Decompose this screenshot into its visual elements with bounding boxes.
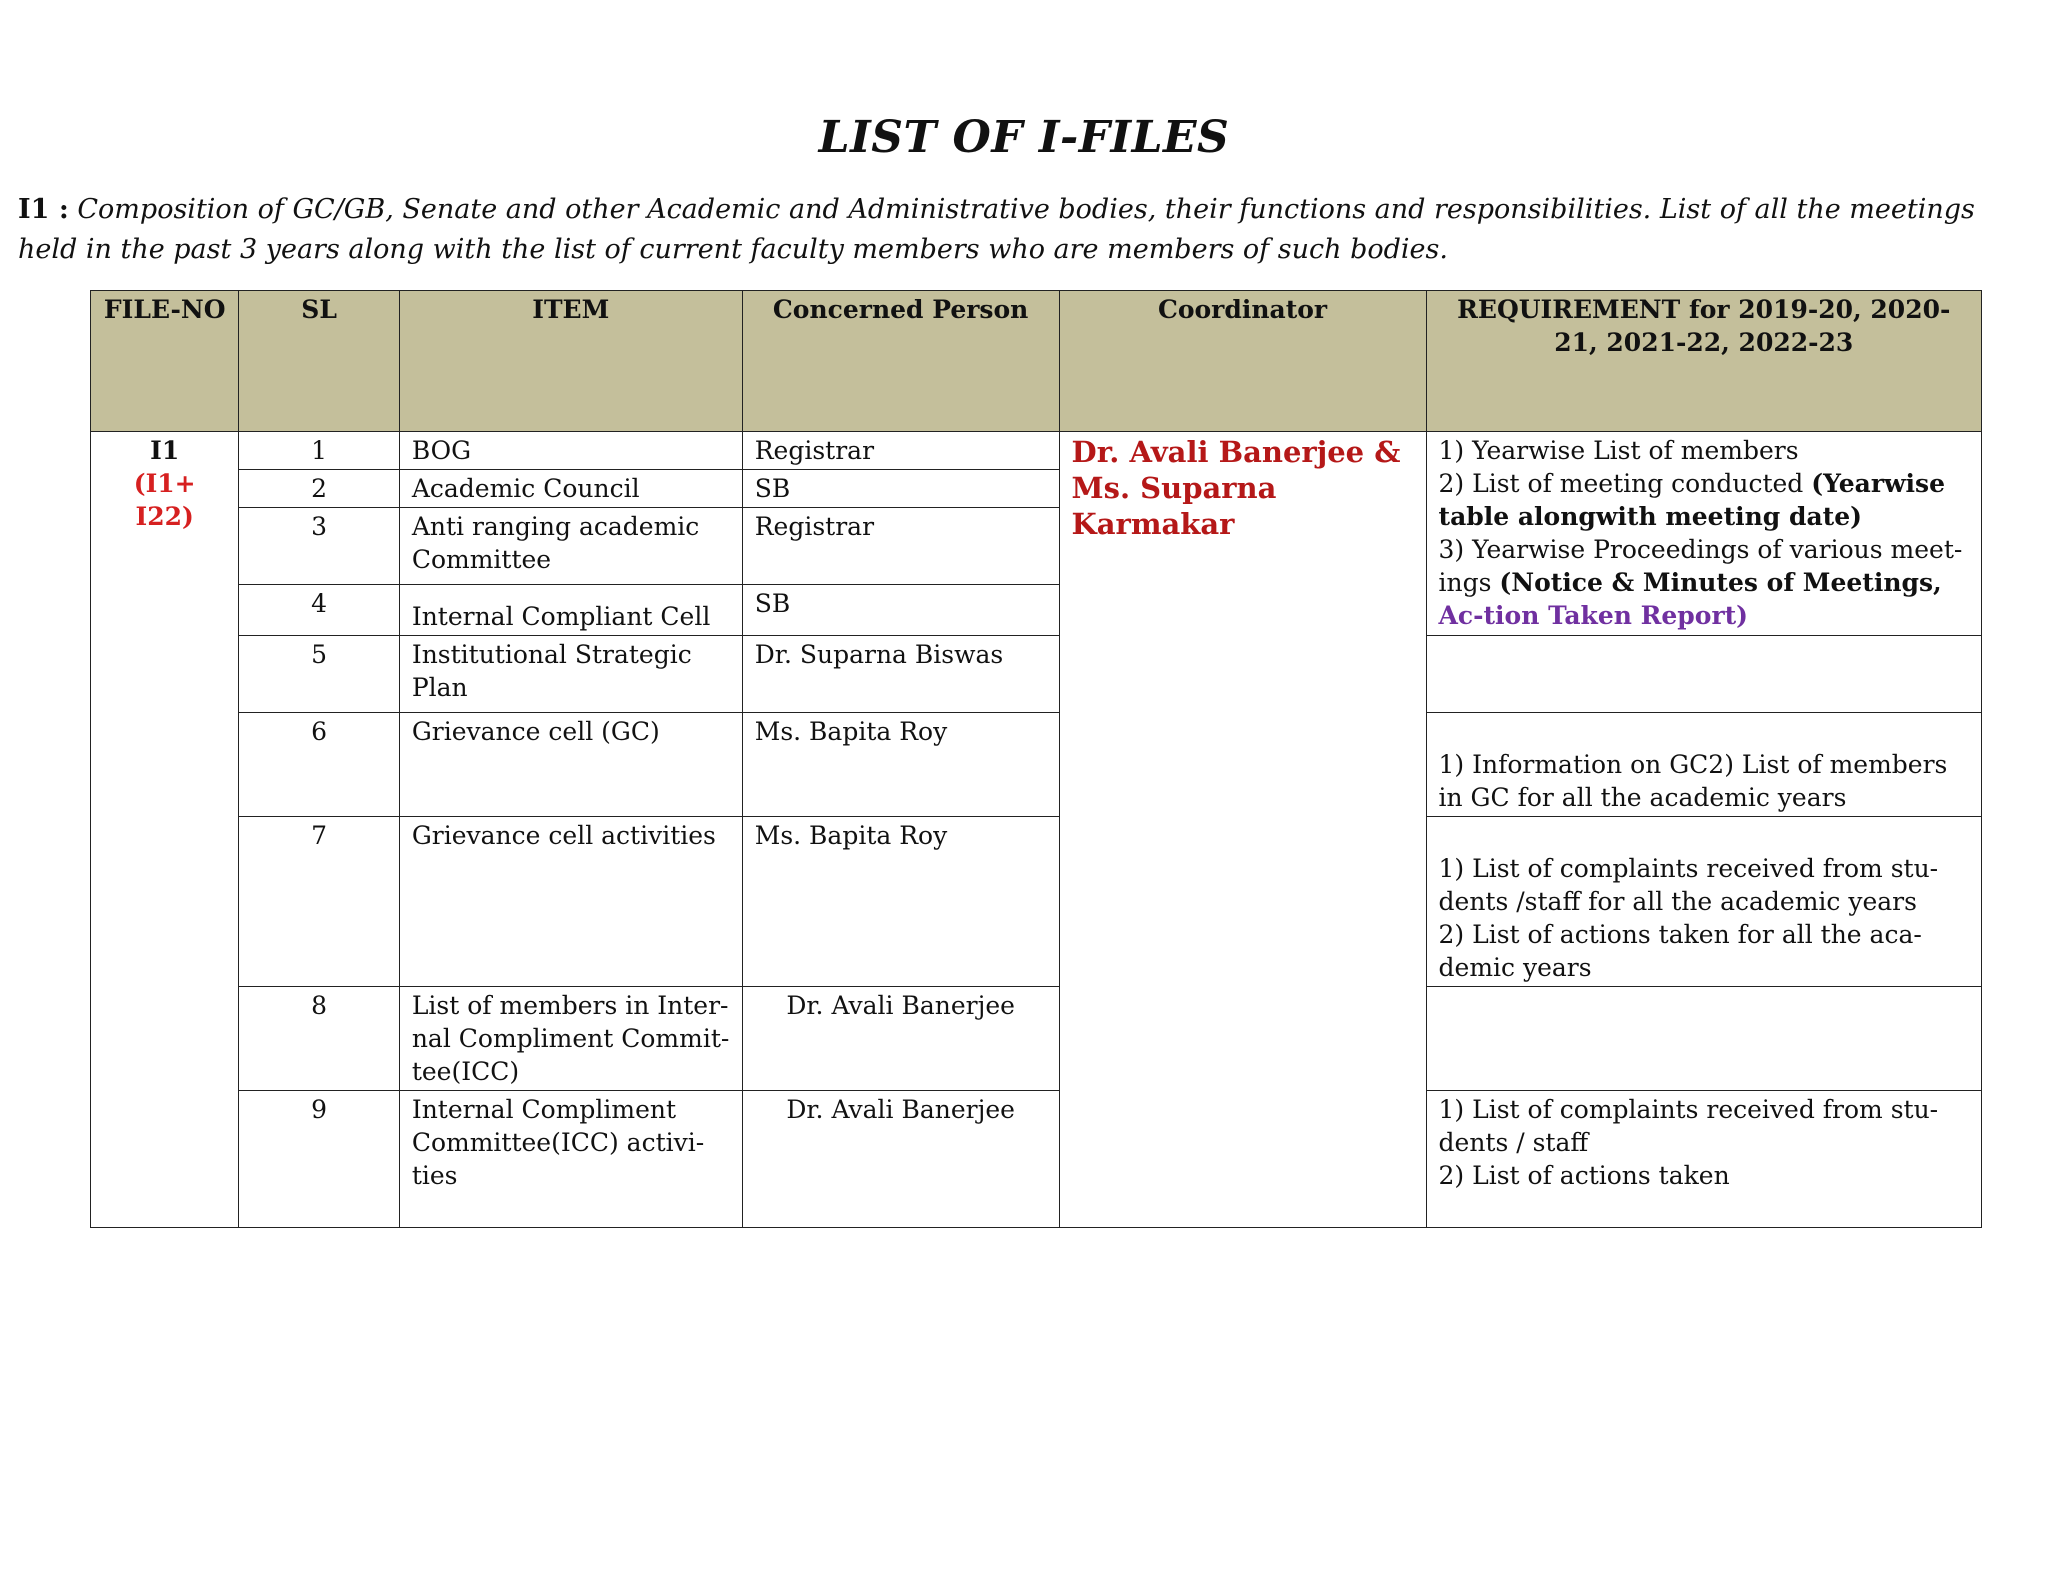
person-cell: Ms. Bapita Roy xyxy=(742,817,1059,987)
item-cell: Anti ranging academic Committee xyxy=(399,508,742,585)
intro-description: Composition of GC/GB, Senate and other Academic and Administrative bodies, their functions and responsibilities. List of all the meetings held in the past 3 years along with the list of current faculty members who are members of such bodies. xyxy=(18,194,1975,265)
table-row xyxy=(91,713,1982,817)
sl-cell: 9 xyxy=(239,1091,399,1228)
sl-cell: 2 xyxy=(239,470,399,508)
person-cell: Registrar xyxy=(742,508,1059,585)
page-title: LIST OF I-FILES xyxy=(818,112,1230,163)
item-cell: Internal Compliment Committee(ICC) activi-ties xyxy=(399,1091,742,1228)
table-row xyxy=(91,987,1982,1091)
requirement-line: 2) List of actions taken for all the aca-demic years xyxy=(1438,920,1922,982)
requirement-cell-meetings xyxy=(1426,432,1981,636)
table-row xyxy=(91,1091,1982,1228)
person-cell: SB xyxy=(742,585,1059,636)
item-cell: List of members in Inter-nal Compliment Commit-tee(ICC) xyxy=(399,987,742,1091)
item-cell: Grievance cell (GC) xyxy=(399,713,742,817)
requirement-line: 1) List of complaints received from stu-dents /staff for all the academic years xyxy=(1438,854,1939,916)
sl-cell: 5 xyxy=(239,636,399,713)
sl-cell: 6 xyxy=(239,713,399,817)
requirement-line: 1) Yearwise List of members xyxy=(1438,436,1799,465)
person-cell: Registrar xyxy=(742,432,1059,470)
requirement-cell-gc-activities xyxy=(1426,817,1981,987)
item-cell: Academic Council xyxy=(399,470,742,508)
intro-paragraph xyxy=(18,190,2018,270)
table-header-row xyxy=(91,291,1982,432)
item-cell: BOG xyxy=(399,432,742,470)
header-file-no: FILE-NO xyxy=(91,291,239,432)
requirement-line: 2) List of meeting conducted (Yearwise table alongwith meeting date) xyxy=(1438,469,1946,531)
header-sl: SL xyxy=(239,291,399,432)
sl-cell: 4 xyxy=(239,585,399,636)
person-cell: Dr. Suparna Biswas xyxy=(742,636,1059,713)
person-cell: Dr. Avali Banerjee xyxy=(742,987,1059,1091)
sl-cell: 8 xyxy=(239,987,399,1091)
i-files-table xyxy=(90,290,1982,1228)
table-row xyxy=(91,636,1982,713)
sl-cell: 3 xyxy=(239,508,399,585)
requirement-line: 2) List of actions taken xyxy=(1438,1161,1730,1190)
person-cell: SB xyxy=(742,470,1059,508)
requirement-cell-icc xyxy=(1426,1091,1981,1228)
sl-cell: 1 xyxy=(239,432,399,470)
item-cell: Internal Compliant Cell xyxy=(399,585,742,636)
file-no-sub: (I1+ I22) xyxy=(133,469,196,531)
requirement-line: 3) Yearwise Proceedings of various meet-ings (Notice & Minutes of Meetings, Ac-tion Taken Report) xyxy=(1438,535,1963,630)
table-row xyxy=(91,432,1982,470)
requirement-cell-empty xyxy=(1426,987,1981,1091)
coordinator-cell: Dr. Avali Banerjee & Ms. Suparna Karmakar xyxy=(1059,432,1426,1228)
requirement-cell-gc: 1) Information on GC2) List of members in GC for all the academic years xyxy=(1426,713,1981,817)
file-no-cell xyxy=(91,432,239,1228)
header-item: ITEM xyxy=(399,291,742,432)
header-coordinator: Coordinator xyxy=(1059,291,1426,432)
intro-code: I1 : xyxy=(18,194,69,225)
requirement-cell-empty xyxy=(1426,636,1981,713)
person-cell: Ms. Bapita Roy xyxy=(742,713,1059,817)
header-concerned-person: Concerned Person xyxy=(742,291,1059,432)
item-cell: Institutional Strategic Plan xyxy=(399,636,742,713)
header-requirement: REQUIREMENT for 2019-20, 2020-21, 2021-22, 2022-23 xyxy=(1426,291,1981,432)
person-cell: Dr. Avali Banerjee xyxy=(742,1091,1059,1228)
sl-cell: 7 xyxy=(239,817,399,987)
file-no: I1 xyxy=(150,436,180,465)
table-row xyxy=(91,817,1982,987)
requirement-line: 1) List of complaints received from stu-dents / staff xyxy=(1438,1095,1939,1157)
item-cell: Grievance cell activities xyxy=(399,817,742,987)
